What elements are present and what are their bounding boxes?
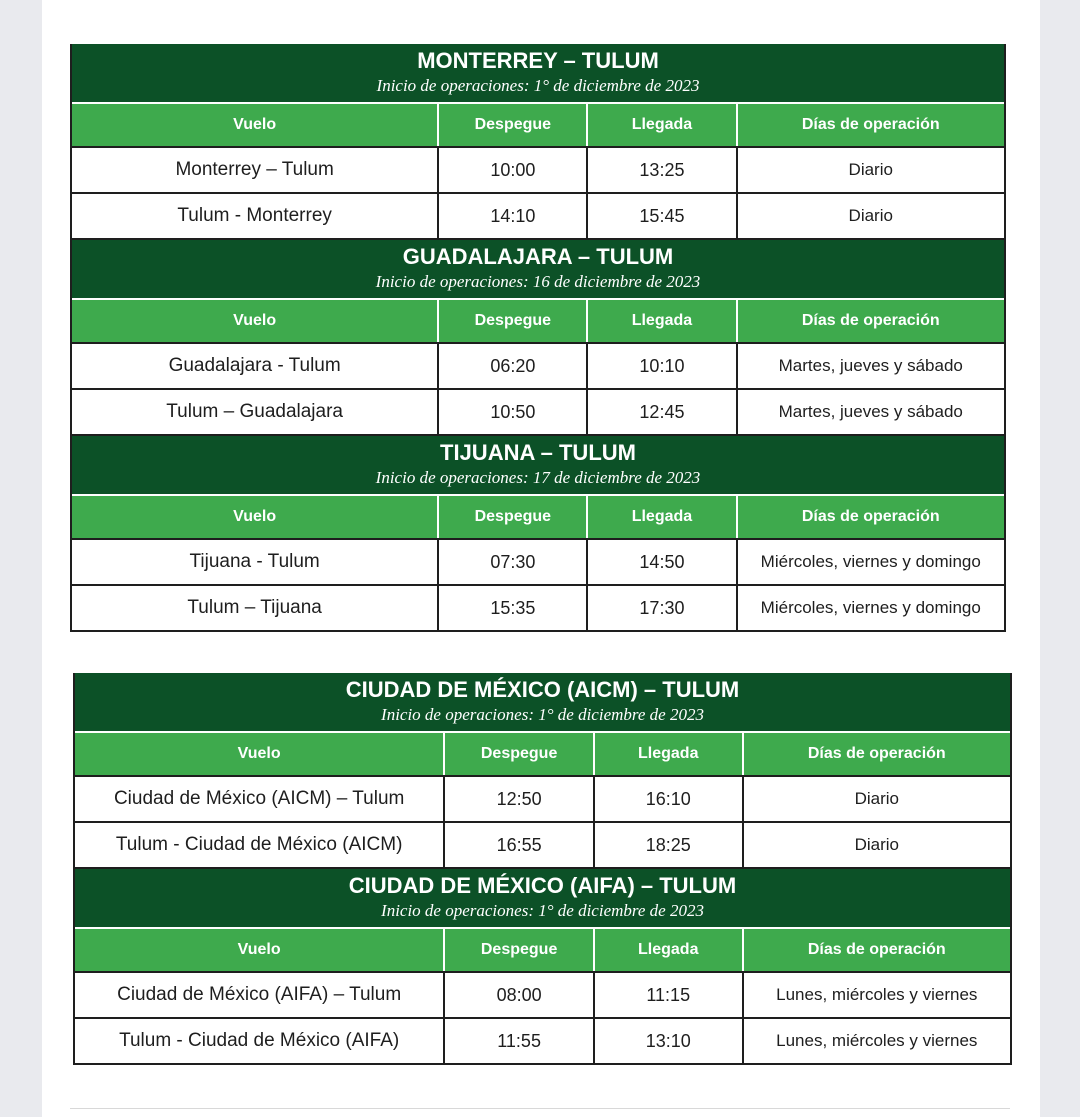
cell-arrival: 12:45 [587, 389, 736, 435]
cell-flight: Tulum – Tijuana [72, 585, 438, 631]
column-header-arrival: Llegada [587, 299, 736, 343]
divider [70, 1108, 1010, 1109]
column-header-departure: Despegue [438, 299, 587, 343]
route-start-date: Inicio de operaciones: 1° de diciembre de 2023 [381, 901, 704, 920]
column-header-departure: Despegue [438, 495, 587, 539]
flight-table [75, 927, 1010, 1065]
cell-flight: Tijuana - Tulum [72, 539, 438, 585]
cell-days: Martes, jueves y sábado [737, 343, 1005, 389]
cell-departure: 15:35 [438, 585, 587, 631]
cell-departure: 10:00 [438, 147, 587, 193]
cell-departure: 07:30 [438, 539, 587, 585]
table-header-row [72, 103, 1004, 147]
cell-flight: Tulum - Monterrey [72, 193, 438, 239]
cell-departure: 10:50 [438, 389, 587, 435]
column-header-flight: Vuelo [75, 732, 444, 776]
flight-table [72, 102, 1004, 240]
route-header [72, 436, 1004, 494]
column-header-departure: Despegue [444, 732, 594, 776]
cell-days: Diario [737, 193, 1005, 239]
schedule-block-1 [70, 44, 1006, 632]
cell-flight: Tulum - Ciudad de México (AIFA) [75, 1018, 444, 1064]
route-start-date: Inicio de operaciones: 1° de diciembre de 2023 [376, 76, 700, 95]
table-header-row [72, 495, 1004, 539]
table-row [75, 1018, 1010, 1064]
table-header-row [75, 732, 1010, 776]
cell-flight: Tulum – Guadalajara [72, 389, 438, 435]
column-header-arrival: Llegada [587, 103, 736, 147]
cell-arrival: 13:10 [594, 1018, 743, 1064]
table-row [72, 389, 1004, 435]
cell-flight: Tulum - Ciudad de México (AICM) [75, 822, 444, 868]
schedule-block-2 [73, 673, 1012, 1065]
column-header-flight: Vuelo [75, 928, 444, 972]
route-title: TIJUANA – TULUM [440, 440, 636, 465]
column-header-flight: Vuelo [72, 299, 438, 343]
table-row [72, 585, 1004, 631]
cell-arrival: 16:10 [594, 776, 743, 822]
cell-arrival: 18:25 [594, 822, 743, 868]
table-row [72, 539, 1004, 585]
table-row [72, 193, 1004, 239]
cell-departure: 08:00 [444, 972, 594, 1018]
cell-arrival: 10:10 [587, 343, 736, 389]
table-row [72, 343, 1004, 389]
cell-flight: Ciudad de México (AIFA) – Tulum [75, 972, 444, 1018]
cell-arrival: 11:15 [594, 972, 743, 1018]
cell-days: Diario [743, 776, 1010, 822]
route-start-date: Inicio de operaciones: 17 de diciembre de 2023 [375, 468, 701, 487]
cell-arrival: 14:50 [587, 539, 736, 585]
cell-arrival: 17:30 [587, 585, 736, 631]
column-header-days: Días de operación [743, 928, 1010, 972]
cell-arrival: 13:25 [587, 147, 736, 193]
route-title: GUADALAJARA – TULUM [402, 244, 674, 269]
cell-departure: 16:55 [444, 822, 594, 868]
route-header [75, 869, 1010, 927]
column-header-arrival: Llegada [594, 928, 743, 972]
flight-table [75, 731, 1010, 869]
route-title: CIUDAD DE MÉXICO (AIFA) – TULUM [348, 873, 737, 898]
route-start-date: Inicio de operaciones: 16 de diciembre de 2023 [375, 272, 701, 291]
flight-table [72, 494, 1004, 632]
table-row [75, 822, 1010, 868]
column-header-arrival: Llegada [594, 732, 743, 776]
route-header [72, 44, 1004, 102]
cell-days: Martes, jueves y sábado [737, 389, 1005, 435]
cell-days: Lunes, miércoles y viernes [743, 1018, 1010, 1064]
cell-departure: 12:50 [444, 776, 594, 822]
column-header-days: Días de operación [743, 732, 1010, 776]
cell-days: Miércoles, viernes y domingo [737, 539, 1005, 585]
route-section [73, 673, 1012, 869]
column-header-arrival: Llegada [587, 495, 736, 539]
route-section [70, 240, 1006, 436]
cell-flight: Guadalajara - Tulum [72, 343, 438, 389]
cell-flight: Ciudad de México (AICM) – Tulum [75, 776, 444, 822]
cell-days: Diario [737, 147, 1005, 193]
route-header [72, 240, 1004, 298]
route-section [73, 869, 1012, 1065]
cell-flight: Monterrey – Tulum [72, 147, 438, 193]
table-row [75, 776, 1010, 822]
column-header-departure: Despegue [438, 103, 587, 147]
cell-arrival: 15:45 [587, 193, 736, 239]
cell-days: Diario [743, 822, 1010, 868]
route-title: CIUDAD DE MÉXICO (AICM) – TULUM [345, 677, 740, 702]
table-header-row [72, 299, 1004, 343]
column-header-flight: Vuelo [72, 103, 438, 147]
table-header-row [75, 928, 1010, 972]
cell-departure: 06:20 [438, 343, 587, 389]
column-header-days: Días de operación [737, 103, 1005, 147]
column-header-days: Días de operación [737, 495, 1005, 539]
cell-days: Lunes, miércoles y viernes [743, 972, 1010, 1018]
table-row [75, 972, 1010, 1018]
route-section [70, 436, 1006, 632]
route-section [70, 44, 1006, 240]
flight-table [72, 298, 1004, 436]
route-title: MONTERREY – TULUM [417, 48, 659, 73]
route-start-date: Inicio de operaciones: 1° de diciembre de 2023 [381, 705, 704, 724]
column-header-flight: Vuelo [72, 495, 438, 539]
table-row [72, 147, 1004, 193]
cell-departure: 11:55 [444, 1018, 594, 1064]
column-header-days: Días de operación [737, 299, 1005, 343]
cell-days: Miércoles, viernes y domingo [737, 585, 1005, 631]
cell-departure: 14:10 [438, 193, 587, 239]
route-header [75, 673, 1010, 731]
column-header-departure: Despegue [444, 928, 594, 972]
